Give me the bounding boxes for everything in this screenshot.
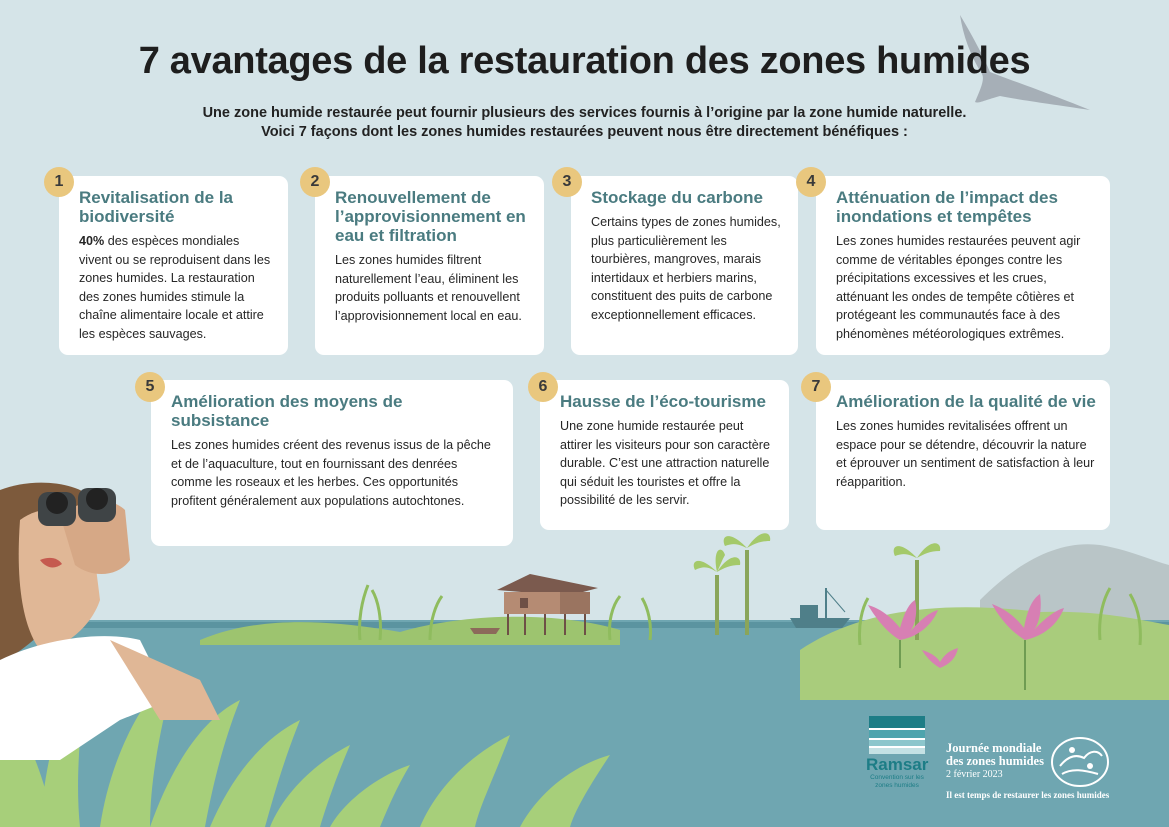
- ramsar-logo: [866, 716, 928, 790]
- benefit-stat: 40%: [79, 234, 105, 248]
- benefit-card-6: [540, 380, 789, 530]
- benefit-card-5: [151, 380, 513, 546]
- benefit-text: Les zones humides revitalisées offrent un espace pour se détendre, découvrir la nature et éprouver un sentiment de satisfaction à leur réapparition.: [836, 419, 1095, 489]
- benefit-title: Amélioration des moyens de subsistance: [171, 392, 403, 430]
- wwd-line-2: des zones humides: [946, 754, 1044, 768]
- benefit-card-2: [315, 176, 544, 355]
- benefit-title: Revitalisation de la biodiversité: [79, 188, 233, 226]
- ramsar-tagline: Convention sur les zones humides: [870, 774, 924, 789]
- wwd-emblem-icon: [1050, 736, 1110, 788]
- benefit-text: Les zones humides restaurées peuvent agir comme de véritables éponges contre les précipitations excessives et les crues, atténuant les ondes de tempête côtières et protégeant les communautés face à des phénomènes météorologiques extrêmes.: [836, 234, 1081, 341]
- benefit-number-7: 7: [801, 372, 831, 402]
- subtitle-line-2: Voici 7 façons dont les zones humides restaurées peuvent nous être directement bénéfiques :: [261, 124, 908, 140]
- ramsar-waves-icon: [869, 716, 925, 754]
- wwd-date: 2 février 2023: [946, 769, 1003, 780]
- benefit-text: Une zone humide restaurée peut attirer les visiteurs pour son caractère durable. C’est une attraction naturelle qui séduit les touristes et offre la possibilité de les servir.: [560, 419, 770, 507]
- benefit-text: Les zones humides créent des revenus issus de la pêche et de l’aquaculture, tout en fournissant des denrées comme les roseaux et les herbes. Ces opportunités profitent généralement aux populations autochtones.: [171, 438, 491, 508]
- page-title: 7 avantages de la restauration des zones humides: [138, 40, 1031, 82]
- benefit-card-4: [816, 176, 1110, 355]
- benefit-text: Les zones humides filtrent naturellement l’eau, éliminent les produits polluants et renouvellent l’approvisionnement local en eau.: [335, 253, 522, 323]
- benefit-title: Amélioration de la qualité de vie: [836, 392, 1096, 411]
- benefit-text: 40% des espèces mondiales vivent ou se reproduisent dans les zones humides. La restauration des zones humides stimule la chaîne alimentaire locale et attire les espèces sauvages.: [79, 234, 271, 341]
- benefit-number-1: 1: [44, 167, 74, 197]
- benefit-card-1: [59, 176, 288, 355]
- benefit-number-6: 6: [528, 372, 558, 402]
- benefit-title: Stockage du carbone: [591, 188, 763, 207]
- fishing-boat-illustration: [790, 588, 850, 628]
- benefit-number-4: 4: [796, 167, 826, 197]
- wwd-slogan: Il est temps de restaurer les zones humides: [946, 790, 1110, 800]
- benefit-title: Atténuation de l’impact des inondations et tempêtes: [836, 188, 1058, 226]
- benefit-card-7: [816, 380, 1110, 530]
- benefit-number-3: 3: [552, 167, 582, 197]
- benefit-text: Certains types de zones humides, plus particulièrement les tourbières, mangroves, marais intertidaux et herbiers marins, constituent des puits de carbone exceptionnellement efficaces.: [591, 215, 781, 322]
- benefit-title: Hausse de l’éco-tourisme: [560, 392, 766, 411]
- subtitle-line-1: Une zone humide restaurée peut fournir plusieurs des services fournis à l’origine par la zone humide naturelle.: [202, 105, 967, 121]
- benefit-number-2: 2: [300, 167, 330, 197]
- page-subtitle: [0, 104, 1169, 142]
- wwd-line-1: Journée mondiale: [946, 741, 1042, 755]
- ramsar-wordmark: Ramsar: [866, 755, 929, 774]
- benefit-card-3: [571, 176, 798, 355]
- benefit-title: Renouvellement de l’approvisionnement en eau et filtration: [335, 188, 526, 245]
- benefit-number-5: 5: [135, 372, 165, 402]
